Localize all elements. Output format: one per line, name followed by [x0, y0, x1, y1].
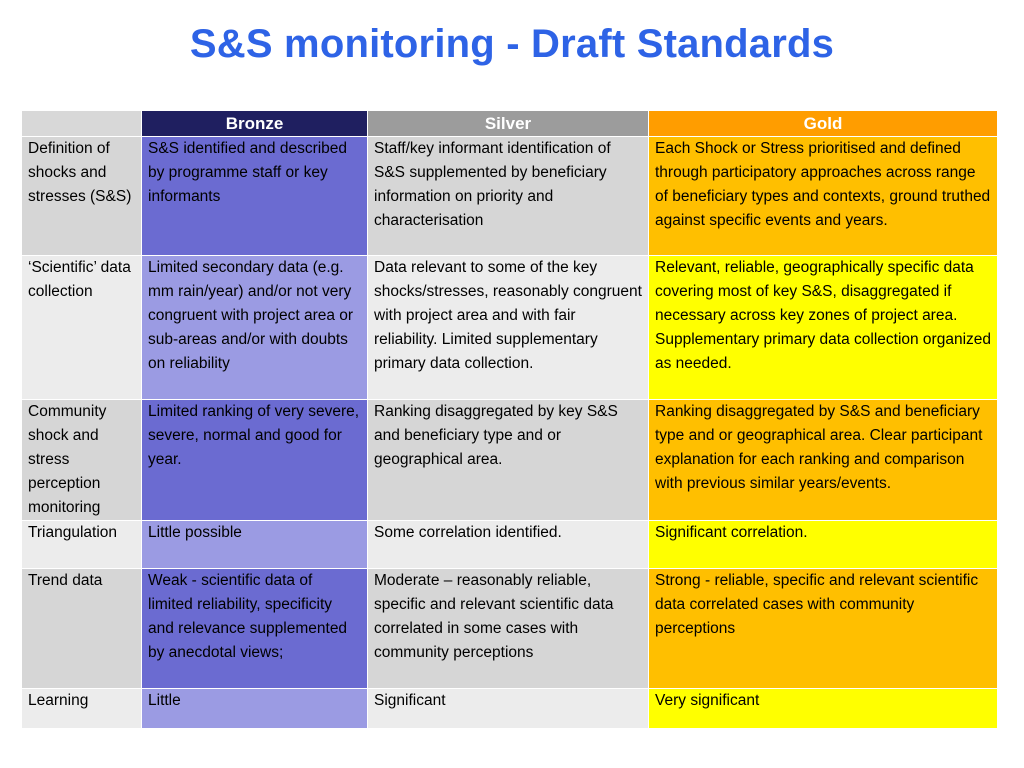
bronze-cell: S&S identified and described by programme staff or key informants: [142, 137, 368, 256]
row-label: Triangulation: [22, 521, 142, 569]
gold-cell: Relevant, reliable, geographically specific data covering most of key S&S, disaggregated if necessary across key zones of project area. Supplementary primary data collection organized as needed.: [649, 256, 998, 400]
bronze-cell: Weak - scientific data of limited reliability, specificity and relevance supplemented by anecdotal views;: [142, 569, 368, 689]
bronze-cell: Limited secondary data (e.g. mm rain/year) and/or not very congruent with project area or sub-areas and/or with doubts on reliability: [142, 256, 368, 400]
row-label: Learning: [22, 689, 142, 729]
header-gold: Gold: [649, 111, 998, 137]
header-row: [22, 111, 998, 137]
gold-cell: Ranking disaggregated by S&S and beneficiary type and or geographical area. Clear participant explanation for each ranking and comparison with previous similar years/events.: [649, 400, 998, 521]
silver-cell: Significant: [368, 689, 649, 729]
row-label: ‘Scientific’ data collection: [22, 256, 142, 400]
silver-cell: Data relevant to some of the key shocks/stresses, reasonably congruent with project area and with fair reliability. Limited supplementary primary data collection.: [368, 256, 649, 400]
gold-cell: Each Shock or Stress prioritised and defined through participatory approaches across range of beneficiary types and contexts, ground truthed against specific events and years.: [649, 137, 998, 256]
silver-cell: Staff/key informant identification of S&S supplemented by beneficiary information on priority and characterisation: [368, 137, 649, 256]
slide-title: S&S monitoring - Draft Standards: [189, 22, 835, 66]
table-row: [22, 569, 998, 689]
table-row: [22, 400, 998, 521]
table-row: [22, 256, 998, 400]
row-label: Trend data: [22, 569, 142, 689]
table-row: [22, 137, 998, 256]
table-row: [22, 689, 998, 729]
standards-table: [21, 110, 998, 729]
bronze-cell: Little: [142, 689, 368, 729]
gold-cell: Significant correlation.: [649, 521, 998, 569]
header-bronze: Bronze: [142, 111, 368, 137]
row-label: Community shock and stress perception monitoring: [22, 400, 142, 521]
row-label: Definition of shocks and stresses (S&S): [22, 137, 142, 256]
gold-cell: Strong - reliable, specific and relevant scientific data correlated cases with community perceptions: [649, 569, 998, 689]
silver-cell: Ranking disaggregated by key S&S and beneficiary type and or geographical area.: [368, 400, 649, 521]
header-silver: Silver: [368, 111, 649, 137]
header-corner: [22, 111, 142, 137]
silver-cell: Some correlation identified.: [368, 521, 649, 569]
table-row: [22, 521, 998, 569]
silver-cell: Moderate – reasonably reliable, specific and relevant scientific data correlated in some cases with community perceptions: [368, 569, 649, 689]
bronze-cell: Little possible: [142, 521, 368, 569]
bronze-cell: Limited ranking of very severe, severe, normal and good for year.: [142, 400, 368, 521]
gold-cell: Very significant: [649, 689, 998, 729]
